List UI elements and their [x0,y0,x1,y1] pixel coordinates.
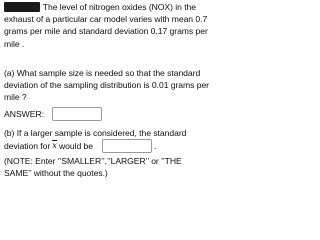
question-b-prefix: deviation for [4,140,51,151]
intro-line-3: grams per mile and standard deviation 0.17 grams per [4,26,208,37]
intro-line-2: exhaust of a particular car model varies with mean 0.7 [4,14,208,25]
answer-b-input[interactable] [102,139,152,153]
intro-line-1-text: The level of nitrogen oxides (NOX) in the [42,2,196,12]
question-b-suffix: would be [58,140,93,151]
question-a [4,67,209,104]
note-line-2: SAME’’ without the quotes.) [4,168,108,179]
note-line-1: (NOTE: Enter ’’SMALLER’’,’’LARGER’’ or ’’THE [4,156,182,166]
question-a-line-1: (a) What sample size is needed so that the standard [4,68,201,78]
answer-a-input[interactable] [52,107,102,121]
problem-page [0,0,209,179]
question-a-line-2: deviation of the sampling distribution is 0.01 grams per [4,80,209,91]
question-b-line-2 [4,139,196,153]
question-b [4,127,196,139]
question-b-line-1: (b) If a larger sample is considered, the standard [4,128,187,138]
answer-label: ANSWER: [4,109,45,119]
redacted-block [4,2,40,12]
note [4,155,196,179]
question-a-line-3: mile ? [4,92,27,103]
question-b-answer-line [4,139,196,153]
xbar-symbol: $\overline{x}$ [52,140,57,151]
answer-a-row [4,107,102,121]
intro-line-1 [4,1,196,13]
question-b-end: . [153,140,157,151]
intro-line-4: mile . [4,38,25,49]
problem-intro [4,1,208,50]
